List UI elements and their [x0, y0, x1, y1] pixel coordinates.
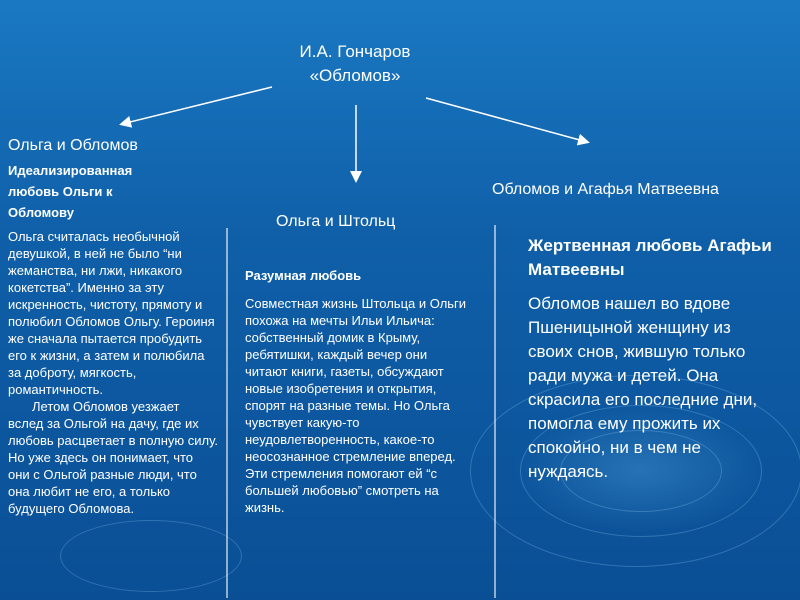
middle-subheading: Разумная любовь: [245, 268, 362, 283]
left-paragraph-1: Ольга считалась необычной девушкой, в ней не было “ни жеманства, ни лжи, никакого кокетства”. Именно за эту искренность, чистоту, прямоту и полюбил Обломов Ольгу. Героиня же сначала пытается пробудить его к жизни, а затем и полюбила за доброту, мягкость, романтичность.: [8, 229, 215, 397]
right-subheading: Жертвенная любовь Агафьи Матвеевны: [528, 236, 772, 279]
left-paragraph-2: Летом Обломов уезжает вслед за Ольгой на дачу, где их любовь расцветает в полную силу. Но уже здесь он понимает, что они с Ольгой разные люди, что она любит не его, а только будущего Обломова.: [8, 399, 218, 516]
right-body: Обломов нашел во вдове Пшеницыной женщину из своих снов, жившую только ради мужа и детей. Она скрасила его последние дни, помогла ему прожить их спокойно, ни в чем не нуждаясь.: [528, 294, 758, 481]
divider-left: [226, 228, 228, 598]
left-subheading: Идеализированная любовь Ольги к Обломову: [8, 163, 133, 220]
arrow-right: [426, 98, 587, 142]
divider-right: [494, 225, 496, 598]
left-body: [8, 228, 218, 517]
middle-body: Совместная жизнь Штольца и Ольги похожа на мечты Ильи Ильича: собственный домик в Крыму, ребятишки, каждый вечер они читают книги, газеты, обсуждают новые изобретения и открытия, спорят на разные темы. Но Ольга чувствует какую-то неудовлетворенность, какое-то неосознанное стремление вперед. Эти стремления помогают ей “с большей любовью” смотреть на жизнь.: [245, 296, 467, 515]
title-author: И.А. Гончаров: [299, 42, 411, 61]
right-heading: Обломов и Агафья Матвеевна: [492, 181, 719, 198]
arrow-left: [122, 87, 272, 124]
left-heading: Ольга и Обломов: [8, 137, 138, 154]
middle-heading: Ольга и Штольц: [276, 213, 396, 230]
title-work: «Обломов»: [309, 66, 401, 85]
